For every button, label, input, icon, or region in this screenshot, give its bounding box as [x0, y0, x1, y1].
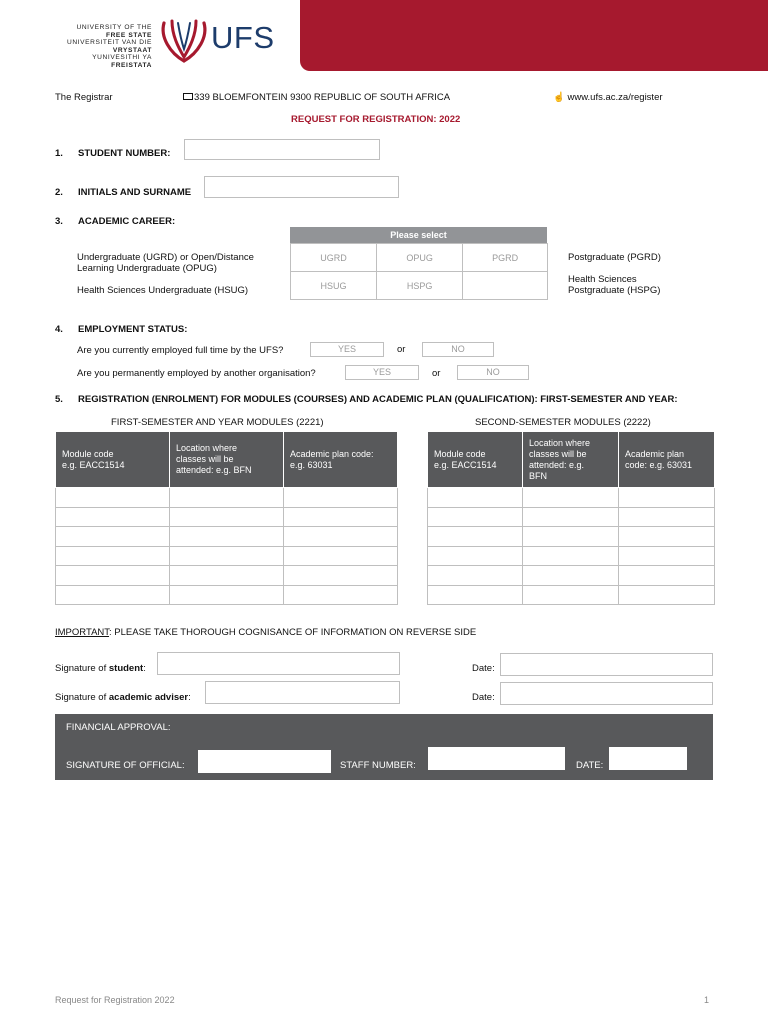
employment-question-2: Are you permanently employed by another organisation? [77, 368, 316, 379]
header-text: e.g. 63031 [290, 459, 333, 470]
header-red-band [300, 0, 768, 71]
location-cell[interactable] [523, 527, 619, 547]
student-signature-label [55, 663, 146, 674]
header-text: Academic plan [625, 448, 685, 459]
plan-cell[interactable] [284, 566, 398, 586]
header-text: e.g. EACC1514 [434, 459, 497, 470]
date-label: Date: [472, 692, 495, 703]
q4-number: 4. [55, 324, 63, 335]
module-cell[interactable] [428, 566, 523, 586]
cursor-pointer-icon: ☝ [553, 92, 565, 103]
table-row [56, 546, 398, 566]
registrar-label: The Registrar [55, 92, 113, 103]
first-semester-table [55, 431, 398, 605]
location-cell[interactable] [523, 566, 619, 586]
career-text: Postgraduate (HSPG) [568, 285, 661, 296]
plan-cell[interactable] [619, 488, 715, 508]
logo-line: UNIVERSITEIT VAN DIE [66, 39, 152, 47]
plan-cell[interactable] [619, 527, 715, 547]
or-label: or [432, 368, 441, 379]
adviser-signature-input[interactable] [205, 681, 400, 704]
postal-address [183, 92, 450, 103]
colon: : [143, 663, 146, 674]
module-cell[interactable] [428, 507, 523, 527]
career-text: Learning Undergraduate (OPUG) [77, 263, 217, 274]
logo-line: UNIVERSITY OF THE [76, 24, 152, 31]
website[interactable] [553, 92, 663, 103]
table-row [428, 566, 715, 586]
signature-prefix: Signature of [55, 663, 109, 674]
important-prefix: IMPORTANT [55, 627, 110, 638]
career-left-hsug: Health Sciences Undergraduate (HSUG) [77, 285, 249, 296]
logo-line: FREISTATA [111, 61, 152, 69]
plan-cell[interactable] [619, 566, 715, 586]
table-row [56, 566, 398, 586]
header-text: Academic plan code: [290, 448, 374, 459]
plan-cell[interactable] [619, 585, 715, 605]
plan-cell[interactable] [284, 507, 398, 527]
column-header-plan-code [284, 432, 398, 488]
career-option-pgrd[interactable]: PGRD [463, 244, 548, 272]
header-text: Module code [434, 448, 486, 459]
location-cell[interactable] [170, 527, 284, 547]
table-row [428, 527, 715, 547]
location-cell[interactable] [170, 546, 284, 566]
career-options [290, 243, 548, 300]
career-option-opug[interactable]: OPUG [377, 244, 463, 272]
career-option-hsug[interactable]: HSUG [291, 272, 377, 300]
plan-cell[interactable] [284, 488, 398, 508]
employed-ufs-yes[interactable]: YES [310, 342, 384, 357]
module-cell[interactable] [428, 488, 523, 508]
first-semester-title: FIRST-SEMESTER AND YEAR MODULES (2221) [111, 417, 324, 428]
plan-cell[interactable] [284, 546, 398, 566]
q3-number: 3. [55, 216, 63, 227]
signature-role: student [108, 663, 144, 674]
table-row [428, 507, 715, 527]
financial-approval-title: FINANCIAL APPROVAL: [66, 722, 171, 733]
location-cell[interactable] [170, 566, 284, 586]
location-cell[interactable] [170, 507, 284, 527]
postal-address-text: 339 BLOEMFONTEIN 9300 REPUBLIC OF SOUTH AFRICA [194, 92, 451, 103]
table-row [428, 546, 715, 566]
table-row [56, 507, 398, 527]
career-text: Undergraduate (UGRD) or Open/Distance [77, 252, 254, 263]
table-row [428, 585, 715, 605]
location-cell[interactable] [523, 507, 619, 527]
employed-other-no[interactable]: NO [457, 365, 529, 380]
plan-cell[interactable] [619, 546, 715, 566]
logo-line: FREE STATE [105, 31, 152, 39]
financial-date-input[interactable] [609, 747, 687, 770]
career-option-empty [463, 272, 548, 300]
q2-number: 2. [55, 187, 63, 198]
header-text: Location where [529, 437, 591, 448]
ufs-heart-logo-icon [158, 17, 210, 65]
location-cell[interactable] [523, 488, 619, 508]
column-header-module-code [56, 432, 170, 488]
column-header-module-code [428, 432, 523, 488]
q3-label: ACADEMIC CAREER: [78, 216, 176, 227]
important-text: : PLEASE TAKE THOROUGH COGNISANCE OF INFORMATION ON REVERSE SIDE [109, 627, 477, 638]
header-text: classes will be [529, 448, 587, 459]
employed-other-yes[interactable]: YES [345, 365, 419, 380]
table-row [56, 527, 398, 547]
header-text: Location where [176, 443, 238, 453]
q1-label: STUDENT NUMBER: [78, 148, 171, 159]
header-text: code: e.g. 63031 [625, 459, 693, 470]
header-text: attended: e.g. [529, 459, 585, 470]
career-text: Health Sciences [568, 274, 637, 285]
module-cell[interactable] [56, 488, 170, 508]
employed-ufs-no[interactable]: NO [422, 342, 494, 357]
staff-number-input[interactable] [428, 747, 565, 770]
column-header-plan-code [619, 432, 715, 488]
location-cell[interactable] [523, 585, 619, 605]
financial-date-label: DATE: [576, 760, 604, 771]
header-text: Module code [62, 448, 114, 459]
table-row [56, 585, 398, 605]
second-semester-title: SECOND-SEMESTER MODULES (2222) [475, 417, 651, 428]
financial-approval-panel [55, 714, 713, 780]
location-cell[interactable] [170, 585, 284, 605]
career-option-hspg[interactable]: HSPG [377, 272, 463, 300]
plan-cell[interactable] [284, 527, 398, 547]
official-signature-input[interactable] [198, 750, 331, 773]
column-header-location [170, 432, 284, 488]
colon: : [188, 692, 191, 703]
adviser-date-input[interactable] [500, 682, 713, 705]
page-number: 1 [704, 995, 710, 1005]
table-row [56, 488, 398, 508]
mail-icon [183, 93, 193, 100]
logo-line: VRYSTAAT [112, 46, 152, 54]
table-row [428, 488, 715, 508]
official-signature-label: SIGNATURE OF OFFICIAL: [66, 760, 185, 771]
staff-number-label: STAFF NUMBER: [340, 760, 416, 771]
module-cell[interactable] [56, 566, 170, 586]
q5-number: 5. [55, 394, 63, 405]
plan-cell[interactable] [284, 585, 398, 605]
header-text: classes will be [176, 454, 234, 464]
student-date-input[interactable] [500, 653, 713, 676]
or-label: or [397, 344, 406, 355]
q5-label: REGISTRATION (ENROLMENT) FOR MODULES (COURSES) AND ACADEMIC PLAN (QUALIFICATION): FIRST-SEMESTER AND YEAR: [78, 394, 678, 405]
module-cell[interactable] [56, 585, 170, 605]
career-select-header: Please select [290, 227, 547, 243]
module-cell[interactable] [56, 546, 170, 566]
q2-label: INITIALS AND SURNAME [78, 187, 192, 198]
module-cell[interactable] [428, 585, 523, 605]
plan-cell[interactable] [619, 507, 715, 527]
module-cell[interactable] [428, 527, 523, 547]
header-text: attended: e.g. BFN [176, 465, 252, 475]
ufs-logo-text: UFS [211, 20, 275, 55]
initials-surname-input[interactable] [204, 176, 399, 198]
important-notice [55, 627, 476, 638]
career-right-pgrd: Postgraduate (PGRD) [568, 252, 661, 263]
employment-question-1: Are you currently employed full time by the UFS? [77, 345, 284, 356]
student-number-input[interactable] [184, 139, 380, 160]
website-link[interactable]: www.ufs.ac.za/register [567, 92, 663, 103]
career-left-ugrd [77, 252, 254, 274]
career-option-ugrd[interactable]: UGRD [291, 244, 377, 272]
career-right-hspg [568, 274, 660, 296]
column-header-location [523, 432, 619, 488]
logo-line: YUNIVESITHI YA [92, 54, 152, 62]
signature-role: academic adviser [108, 692, 189, 703]
university-name [40, 24, 152, 70]
location-cell[interactable] [523, 546, 619, 566]
signature-prefix: Signature of [55, 692, 109, 703]
header-text: BFN [529, 470, 547, 481]
header-text: e.g. EACC1514 [62, 459, 125, 470]
module-cell[interactable] [56, 507, 170, 527]
q4-label: EMPLOYMENT STATUS: [78, 324, 188, 335]
module-cell[interactable] [56, 527, 170, 547]
student-signature-input[interactable] [157, 652, 400, 675]
adviser-signature-label [55, 692, 191, 703]
location-cell[interactable] [170, 488, 284, 508]
form-title: REQUEST FOR REGISTRATION: 2022 [291, 114, 461, 125]
q1-number: 1. [55, 148, 63, 159]
date-label: Date: [472, 663, 495, 674]
footer-title: Request for Registration 2022 [55, 995, 175, 1005]
module-cell[interactable] [428, 546, 523, 566]
second-semester-table [427, 431, 715, 605]
